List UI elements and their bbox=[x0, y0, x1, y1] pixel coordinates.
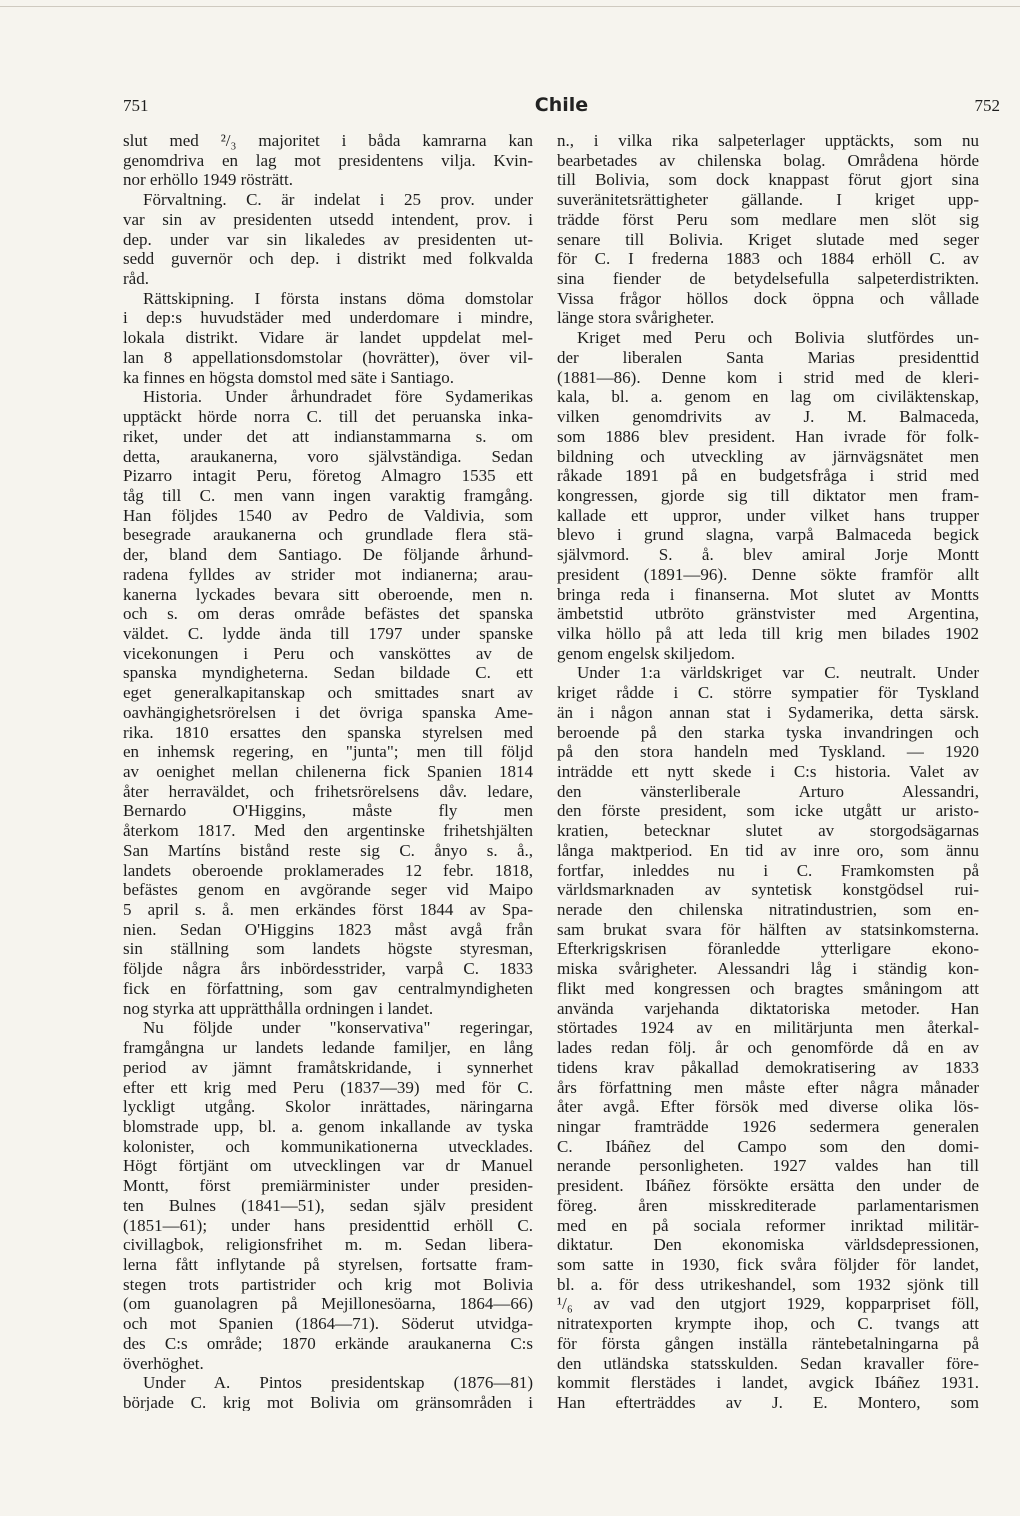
text-line: för C. I frederna 1883 och 1884 erhöll C. av bbox=[557, 249, 979, 269]
text-line: följde några års inbördesstrider, varpå C. 1833 bbox=[123, 959, 533, 979]
text-line: på den stora handeln med Tyskland. — 1920 bbox=[557, 742, 979, 762]
text-line: Förvaltning. C. är indelat i 25 prov. under bbox=[143, 190, 533, 210]
text-line: var sin av presidenten utsedd intendent, prov. i bbox=[123, 209, 533, 229]
text-line: föreg. åren misskrediterade parlamentarismen bbox=[557, 1195, 979, 1215]
page-top-rule bbox=[0, 6, 1020, 7]
text-line: sina fiender de betydelsefulla salpeterdistrikten. bbox=[557, 269, 979, 289]
text-line: bildning och utveckling av järnvägsnätet men bbox=[557, 446, 979, 466]
text-line: der liberalen Santa Marias presidenttid bbox=[557, 347, 979, 367]
text-line: ten Bulnes (1841—51), sedan själv president bbox=[123, 1195, 533, 1215]
text-line: radena fylldes av strider mot indianerna; arau- bbox=[123, 564, 533, 584]
text-line: San Martíns bistånd reste sig C. ånyo s. å., bbox=[123, 840, 533, 860]
text-line: sam brukat svara för hälften av statsinkomsterna. bbox=[557, 919, 979, 939]
text-line: Historia. Under århundradet före Sydamerikas bbox=[143, 387, 533, 407]
text-line: nerade den chilenska nitratindustrien, som en- bbox=[557, 900, 979, 920]
text-line: landets oberoende proklamerades 12 febr. 1818, bbox=[123, 860, 533, 880]
text-line: upptäckt hörde norra C. till det peruanska inka- bbox=[123, 407, 533, 427]
text-line: Rättskipning. I första instans döma domstolar bbox=[143, 288, 533, 308]
text-line: väldet. C. lydde ända till 1797 under spanske bbox=[123, 623, 533, 643]
text-line: lyckligt utgång. Skolor inrättades, näringarna bbox=[123, 1097, 533, 1117]
text-line: råkade 1891 på en budgetsfråga i strid med bbox=[557, 466, 979, 486]
text-line: period av jämnt framåtskridande, i synnerhet bbox=[123, 1057, 533, 1077]
text-line: tåg till C. men vann ingen varaktig framgång. bbox=[123, 485, 533, 505]
text-line: i dep:s huvudstäder med underdomare i mindre, bbox=[123, 308, 533, 328]
page-number-left: 751 bbox=[123, 96, 149, 115]
right-text-column bbox=[557, 131, 979, 1411]
text-line: råd. bbox=[123, 269, 149, 289]
text-line: bearbetades av chilenska bolag. Områdena hörde bbox=[557, 150, 979, 170]
text-line: stegen trots partistrider och krig mot Bolivia bbox=[123, 1274, 533, 1294]
text-line: med en på sociala reformer inriktad militär- bbox=[557, 1215, 979, 1235]
text-line: och s. om deras område befästes det spanska bbox=[123, 604, 533, 624]
text-line: återkom 1817. Med den argentinske frihetshjälten bbox=[123, 821, 533, 841]
text-line: president (1891—96). Denne sökte framför allt bbox=[557, 564, 979, 584]
text-line: överhöghet. bbox=[123, 1353, 204, 1373]
text-line: långa maktperiod. En tid av inre oro, som ännu bbox=[557, 840, 979, 860]
text-line: åter avgå. Efter försök med diverse olika lös- bbox=[557, 1097, 979, 1117]
text-line: besegrade araukanerna och grundlade flera stä- bbox=[123, 525, 533, 545]
text-line: genom engelsk skiljedom. bbox=[557, 643, 736, 663]
text-line: nerande personligheten. 1927 valdes han till bbox=[557, 1156, 979, 1176]
text-line: president. Ibáñez försökte ersätta den under de bbox=[557, 1176, 979, 1196]
text-line: kriget rådde i C. större sympatier för Tyskland bbox=[557, 683, 979, 703]
text-line: kallade ett uppror, under vilket hans trupper bbox=[557, 505, 979, 525]
text-line: för första gången inställa räntebetalningarna på bbox=[557, 1333, 979, 1353]
text-line: som 1886 blev president. Han ivrade för folk- bbox=[557, 426, 979, 446]
text-line: nien. Sedan O'Higgins 1823 måst avgå från bbox=[123, 919, 533, 939]
text-line: fortfar, inleddes nu i C. Framkomsten på bbox=[557, 860, 979, 880]
text-line: efter ett krig med Peru (1837—39) med för C. bbox=[123, 1077, 533, 1097]
text-line: Kriget med Peru och Bolivia slutfördes un- bbox=[577, 328, 979, 348]
text-line: 5 april s. å. men erkändes först 1844 av Spa- bbox=[123, 900, 533, 920]
text-line: världsmarknaden av syntetisk konstgödsel rui- bbox=[557, 880, 979, 900]
text-line: civillagbok, religionsfrihet m. m. Sedan libera- bbox=[123, 1235, 533, 1255]
text-line: Han efterträddes av J. E. Montero, som bbox=[557, 1393, 979, 1411]
text-line: kala, bl. a. genom en lag om civiläktenskap, bbox=[557, 387, 979, 407]
text-line: Nu följde under "konservativa" regeringar, bbox=[143, 1018, 533, 1038]
text-line: der, bland dem Santiago. De följande århund- bbox=[123, 545, 533, 565]
text-line: ka finnes en högsta domstol med säte i Santiago. bbox=[123, 367, 454, 387]
text-line: kanerna lyckades bevara sitt oberoende, men n. bbox=[123, 584, 533, 604]
text-line: rika. 1810 ersattes den spanska styrelsen med bbox=[123, 722, 533, 742]
text-line: Bernardo O'Higgins, måste fly men bbox=[123, 801, 533, 821]
text-line: till Bolivia, som dock knappast förut gjort sina bbox=[557, 170, 979, 190]
text-line: flikt med kongressen och bragtes småningom att bbox=[557, 978, 979, 998]
text-line: befästes genom en avgörande seger vid Maipo bbox=[123, 880, 533, 900]
text-line: diktatur. Den ekonomiska världsdepressionen, bbox=[557, 1235, 979, 1255]
text-line: vilken genomdrivits av J. M. Balmaceda, bbox=[557, 407, 979, 427]
text-line: des C:s område; 1870 erkände araukanerna C:s bbox=[123, 1333, 533, 1353]
text-line: senare till Bolivia. Kriget slutade med seger bbox=[557, 229, 979, 249]
text-line: beroende på den starka tyska invandringen och bbox=[557, 722, 979, 742]
text-line: dep. under var sin likaledes av presidenten ut- bbox=[123, 229, 533, 249]
text-line: (1881—86). Denne kom i strid med de kleri- bbox=[557, 367, 979, 387]
text-line: nitratexporten krympte ihop, och C. tvangs att bbox=[557, 1314, 979, 1334]
text-line: störtades 1924 av en militärjunta men återkal- bbox=[557, 1018, 979, 1038]
text-line: ningar framträdde 1926 sedermera generalen bbox=[557, 1116, 979, 1136]
text-line: en inhemsk regering, en "junta"; men till följd bbox=[123, 742, 533, 762]
text-line: åter herraväldet, och frihetsrörelsens dåv. ledare, bbox=[123, 781, 533, 801]
text-line: framgångna ur landets ledande familjer, en lång bbox=[123, 1038, 533, 1058]
text-line: länge stora svårigheter. bbox=[557, 308, 715, 328]
text-line: tidens krav påkallad demokratisering av 1833 bbox=[557, 1057, 979, 1077]
text-line: Han följdes 1540 av Pedro de Valdivia, som bbox=[123, 505, 533, 525]
text-line: vilka höllo på att leda till krig men bilades 1902 bbox=[557, 623, 979, 643]
text-line: den förste president, som icke utgått ur aristo- bbox=[557, 801, 979, 821]
text-line: lades redan följ. år och genomförde då en av bbox=[557, 1038, 979, 1058]
page-number-right: 752 bbox=[974, 96, 1000, 115]
text-line: ämbetstid utbröto gränstvister med Argentina, bbox=[557, 604, 979, 624]
text-line: Vissa frågor höllos dock öppna och vållade bbox=[557, 288, 979, 308]
text-line: slut med ²/₃ majoritet i båda kamrarna kan bbox=[123, 131, 533, 150]
text-line: blevo i grund slagna, varpå Balmaceda begick bbox=[557, 525, 979, 545]
text-line: Pizarro intagit Peru, företog Almagro 1535 ett bbox=[123, 466, 533, 486]
text-line: den vänsterliberale Arturo Alessandri, bbox=[557, 781, 979, 801]
text-line: kolonister, och kommunikationerna utvecklades. bbox=[123, 1136, 533, 1156]
text-line: spanska myndigheterna. Sedan bildade C. ett bbox=[123, 663, 533, 683]
left-text-column bbox=[123, 131, 533, 1411]
text-line: nog styrka att upprätthålla ordningen i landet. bbox=[123, 998, 434, 1018]
text-line: Montt, först premiärminister under presiden- bbox=[123, 1176, 533, 1196]
text-line: eget generalkapitanskap och smittades snart av bbox=[123, 683, 533, 703]
text-line: ¹/₆ av vad den utgjort 1929, kopparpriset föll, bbox=[557, 1294, 979, 1314]
text-line: lokala distrikt. Vidare är landet uppdelat mel- bbox=[123, 328, 533, 348]
text-line: började C. krig mot Bolivia om gränsområden i bbox=[123, 1393, 533, 1411]
text-line: och mot Spanien (1864—71). Söderut utvidga- bbox=[123, 1314, 533, 1334]
text-line: lan 8 appellationsdomstolar (hovrätter), över vil- bbox=[123, 347, 533, 367]
text-line: kratien, betecknar slutet av storgodsägarnas bbox=[557, 821, 979, 841]
text-line: inträdde ett nytt skede i C:s historia. Valet av bbox=[557, 762, 979, 781]
text-line: vicekonungen i Peru och vansköttes av de bbox=[123, 643, 533, 663]
text-line: bringa reda i finanserna. Mot slutet av Montts bbox=[557, 584, 979, 604]
text-line: Under A. Pintos presidentskap (1876—81) bbox=[143, 1373, 533, 1393]
text-line: blomstrade upp, bl. a. genom inkallande av tyska bbox=[123, 1116, 533, 1136]
text-line: oavhängighetsrörelsen i det övriga spanska Ame- bbox=[123, 702, 533, 722]
text-line: detta, araukanerna, voro självständiga. Sedan bbox=[123, 446, 533, 466]
text-line: sin ställning som landets högste styresman, bbox=[123, 939, 533, 959]
text-line: C. Ibáñez del Campo som den domi- bbox=[557, 1136, 979, 1156]
text-line: miska svårigheter. Alessandri låg i ständig kon- bbox=[557, 959, 979, 979]
text-line: Högt förtjänt om utvecklingen var dr Manuel bbox=[123, 1156, 533, 1176]
text-line: som satte in 1930, fick svåra följder för landet, bbox=[557, 1254, 979, 1274]
text-line: kommit flerstädes i landet, avgick Ibáñez 1931. bbox=[557, 1373, 979, 1393]
text-line: sedd guvernör och dep. i distrikt med folkvalda bbox=[123, 249, 533, 269]
text-line: års författning men måste efter några månader bbox=[557, 1077, 979, 1097]
text-line: fick en författning, som gav centralmyndigheten bbox=[123, 978, 533, 998]
text-line: än i någon annan stat i Sydamerika, detta särsk. bbox=[557, 702, 979, 722]
text-line: (1851—61); under hans presidenttid erhöll C. bbox=[123, 1215, 533, 1235]
text-line: Efterkrigskrisen föranledde ytterligare ekono- bbox=[557, 939, 979, 959]
text-line: kongressen, gjorde sig till diktator men fram- bbox=[557, 485, 979, 505]
text-line: trädde först Peru som medlare men slöt sig bbox=[557, 209, 979, 229]
text-line: bl. a. för dess utrikeshandel, som 1932 sjönk till bbox=[557, 1274, 979, 1294]
running-title: Chile bbox=[534, 94, 589, 116]
text-line: lerna fått inflytande på styrelsen, fortsatte fram- bbox=[123, 1254, 533, 1274]
page-header bbox=[123, 96, 1000, 122]
text-line: självmord. S. å. blev amiral Jorje Montt bbox=[557, 545, 979, 565]
text-line: av oenighet mellan chilenerna fick Spanien 1814 bbox=[123, 762, 533, 781]
text-line: den utländska statsskulden. Sedan kravaller före- bbox=[557, 1353, 979, 1373]
text-line: genomdriva en lag mot presidentens vilja. Kvin- bbox=[123, 150, 533, 170]
text-line: suveränitetsrättigheter gällande. I kriget upp- bbox=[557, 190, 979, 210]
text-line: använda varjehanda diktatoriska metoder. Han bbox=[557, 998, 979, 1018]
text-line: riket, under det att indianstammarna s. om bbox=[123, 426, 533, 446]
text-line: Under 1:a världskriget var C. neutralt. Under bbox=[577, 663, 979, 683]
text-line: (om guanolagren på Mejillonesöarna, 1864—66) bbox=[123, 1294, 533, 1314]
text-line: n., i vilka rika salpeterlager upptäckts, som nu bbox=[557, 131, 979, 150]
text-line: nor erhöllo 1949 rösträtt. bbox=[123, 170, 293, 190]
